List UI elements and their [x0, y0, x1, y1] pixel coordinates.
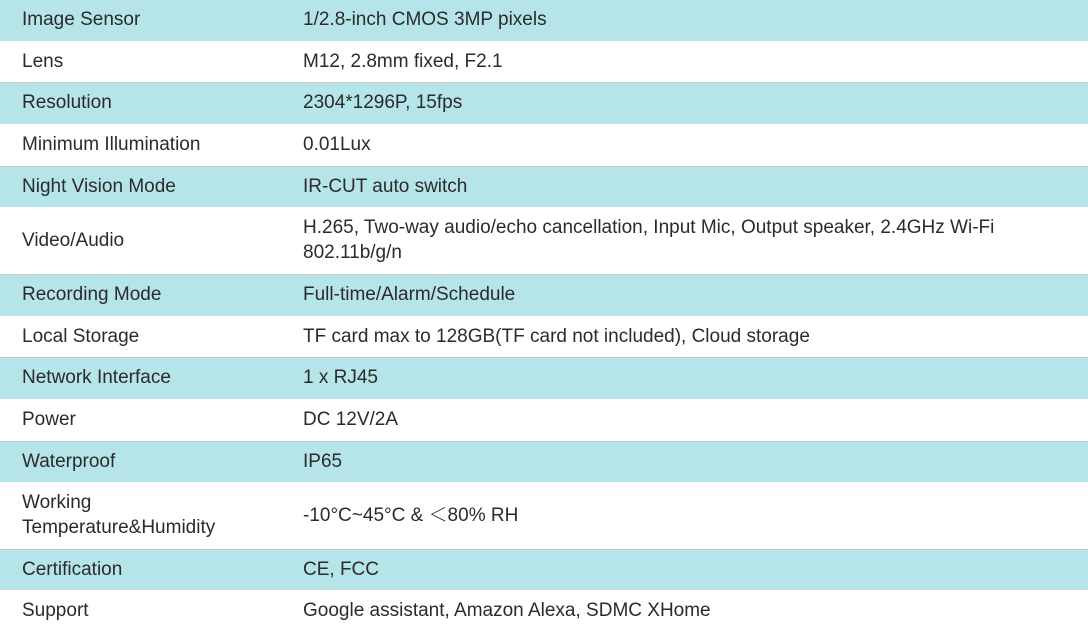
spec-label: Power — [0, 399, 281, 441]
spec-label: Local Storage — [0, 316, 281, 358]
spec-value: TF card max to 128GB(TF card not included), Cloud storage — [281, 316, 1088, 358]
table-row — [0, 399, 1088, 441]
spec-label: Resolution — [0, 83, 281, 125]
spec-label: Network Interface — [0, 358, 281, 400]
table-row — [0, 483, 1088, 549]
spec-label: Working Temperature&Humidity — [0, 483, 281, 549]
spec-value: -10°C~45°C & ＜80% RH — [281, 483, 1088, 549]
spec-label: Lens — [0, 41, 281, 83]
spec-value: Full-time/Alarm/Schedule — [281, 274, 1088, 316]
spec-value: 1 x RJ45 — [281, 358, 1088, 400]
table-row — [0, 274, 1088, 316]
spec-value: 2304*1296P, 15fps — [281, 83, 1088, 125]
table-row — [0, 591, 1088, 633]
table-row — [0, 83, 1088, 125]
spec-label: Recording Mode — [0, 274, 281, 316]
table-row — [0, 549, 1088, 591]
table-row — [0, 358, 1088, 400]
table-row — [0, 0, 1088, 41]
spec-value: DC 12V/2A — [281, 399, 1088, 441]
table-row — [0, 441, 1088, 483]
table-row — [0, 316, 1088, 358]
spec-value: Google assistant, Amazon Alexa, SDMC XHome — [281, 591, 1088, 633]
spec-label: Waterproof — [0, 441, 281, 483]
spec-value: IR-CUT auto switch — [281, 166, 1088, 208]
table-row — [0, 125, 1088, 167]
spec-value: H.265, Two-way audio/echo cancellation, Input Mic, Output speaker, 2.4GHz Wi-Fi 802.11b/g/n — [281, 208, 1088, 274]
spec-label: Minimum Illumination — [0, 125, 281, 167]
spec-value: 0.01Lux — [281, 125, 1088, 167]
spec-value: IP65 — [281, 441, 1088, 483]
spec-label: Image Sensor — [0, 0, 281, 41]
spec-label: Night Vision Mode — [0, 166, 281, 208]
spec-label: Certification — [0, 549, 281, 591]
table-row — [0, 166, 1088, 208]
spec-value: CE, FCC — [281, 549, 1088, 591]
spec-value: M12, 2.8mm fixed, F2.1 — [281, 41, 1088, 83]
spec-value: 1/2.8-inch CMOS 3MP pixels — [281, 0, 1088, 41]
spec-label: Support — [0, 591, 281, 633]
spec-label: Video/Audio — [0, 208, 281, 274]
table-row — [0, 41, 1088, 83]
table-row — [0, 208, 1088, 274]
